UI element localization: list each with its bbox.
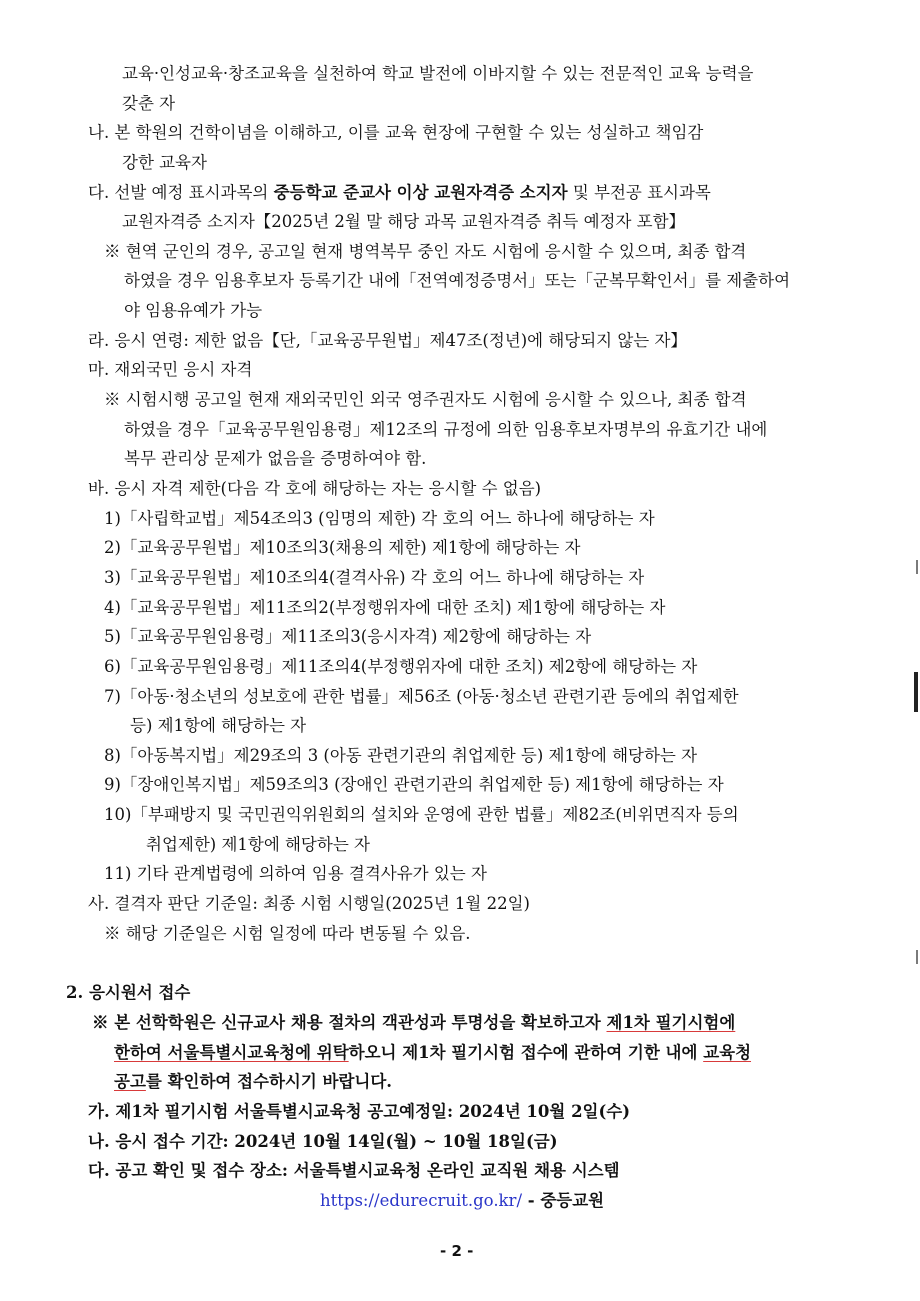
eligibility-da xyxy=(88,181,711,205)
military-note-continued: 하였을 경우 임용후보자 등록기간 내에「전역예정증명서」또는「군복무확인서」를 제출하여 xyxy=(124,271,791,290)
submission-ga-announce-date: 가. 제1차 필기시험 서울특별시교육청 공고예정일: 2024년 10월 2일(수) xyxy=(88,1102,631,1121)
submission-notice-part3: 를 확인하여 접수하시기 바랍니다. xyxy=(145,1072,393,1091)
eligibility-a-continued: 교육·인성교육·창조교육을 실천하여 학교 발전에 이바지할 수 있는 전문적인 교육 능력을 xyxy=(122,64,754,83)
eligibility-da-part3: 및 부전공 표시과목 xyxy=(567,183,711,202)
submission-notice-continued xyxy=(114,1041,751,1065)
military-note: ※ 현역 군인의 경우, 공고일 현재 병역복무 중인 자도 시험에 응시할 수 있으며, 최종 합격 xyxy=(104,242,747,261)
eligibility-na: 나. 본 학원의 건학이념을 이해하고, 이를 교육 현장에 구현할 수 있는 성실하고 책임감 xyxy=(88,123,704,142)
restriction-item-3: 3)「교육공무원법」제10조의4(결격사유) 각 호의 어느 하나에 해당하는 자 xyxy=(104,568,645,587)
submission-da-location: 다. 공고 확인 및 접수 장소: 서울특별시교육청 온라인 교직원 채용 시스템 xyxy=(88,1161,620,1180)
overseas-note-continued-2: 복무 관리상 문제가 없음을 증명하여야 함. xyxy=(124,449,427,468)
restriction-item-10-continued: 취업제한) 제1항에 해당하는 자 xyxy=(146,835,370,854)
eligibility-da-part1: 다. 선발 예정 표시과목의 xyxy=(88,183,274,202)
eligibility-ra-age: 라. 응시 연령: 제한 없음【단,「교육공무원법」제47조(정년)에 해당되지 않는 자】 xyxy=(88,331,687,350)
restriction-item-9: 9)「장애인복지법」제59조의3 (장애인 관련기관의 취업제한 등) 제1항에 해당하는 자 xyxy=(104,775,724,794)
restriction-item-7-continued: 등) 제1항에 해당하는 자 xyxy=(130,716,307,735)
recruit-site-suffix: - 중등교원 xyxy=(522,1191,605,1210)
recruit-site-line xyxy=(320,1189,604,1213)
submission-notice-part2: 하오니 제1차 필기시험 접수에 관하여 기한 내에 xyxy=(348,1043,704,1062)
submission-notice-underlined: 제1차 필기시험에 xyxy=(606,1013,736,1032)
eligibility-da-bold: 중등학교 준교사 이상 교원자격증 소지자 xyxy=(273,183,568,202)
submission-notice-underlined-4: 공고 xyxy=(114,1072,146,1091)
restriction-item-7: 7)「아동·청소년의 성보호에 관한 법률」제56조 (아동·청소년 관련기관 등에의 취업제한 xyxy=(104,687,739,706)
restriction-item-2: 2)「교육공무원법」제10조의3(채용의 제한) 제1항에 해당하는 자 xyxy=(104,538,581,557)
submission-notice-part1: ※ 본 선학학원은 신규교사 채용 절차의 객관성과 투명성을 확보하고자 xyxy=(92,1013,607,1032)
restriction-item-6: 6)「교육공무원임용령」제11조의4(부정행위자에 대한 조치) 제2항에 해당하는 자 xyxy=(104,657,698,676)
restriction-item-1: 1)「사립학교법」제54조의3 (임명의 제한) 각 호의 어느 하나에 해당하는 자 xyxy=(104,509,655,528)
eligibility-sa-reference-date: 사. 결격자 판단 기준일: 최종 시험 시행일(2025년 1월 22일) xyxy=(88,894,530,913)
edge-artifact xyxy=(914,672,918,712)
restriction-item-11: 11) 기타 관계법령에 의하여 임용 결격사유가 있는 자 xyxy=(104,864,487,883)
overseas-note-continued: 하였을 경우「교육공무원임용령」제12조의 규정에 의한 임용후보자명부의 유효기간 내에 xyxy=(124,420,768,439)
eligibility-ba-restriction: 바. 응시 자격 제한(다음 각 호에 해당하는 자는 응시할 수 없음) xyxy=(88,479,542,498)
eligibility-da-continued: 교원자격증 소지자【2025년 2월 말 해당 과목 교원자격증 취득 예정자 포함】 xyxy=(122,212,686,231)
overseas-note: ※ 시험시행 공고일 현재 재외국민인 외국 영주권자도 시험에 응시할 수 있으나, 최종 합격 xyxy=(104,390,747,409)
reference-date-note: ※ 해당 기준일은 시험 일정에 따라 변동될 수 있음. xyxy=(104,924,471,943)
eligibility-a-continued-2: 갖춘 자 xyxy=(122,94,176,113)
submission-na-period: 나. 응시 접수 기간: 2024년 10월 14일(월) ~ 10월 18일(금) xyxy=(88,1132,558,1151)
eligibility-na-continued: 강한 교육자 xyxy=(122,153,207,172)
recruit-site-link[interactable]: https://edurecruit.go.kr/ xyxy=(320,1191,523,1210)
page-number: - 2 - xyxy=(440,1242,474,1260)
section-2-heading: 2. 응시원서 접수 xyxy=(66,983,191,1002)
submission-notice-continued-2 xyxy=(114,1070,392,1094)
restriction-item-5: 5)「교육공무원임용령」제11조의3(응시자격) 제2항에 해당하는 자 xyxy=(104,627,592,646)
restriction-item-10: 10)「부패방지 및 국민권익위원회의 설치와 운영에 관한 법률」제82조(비위면직자 등의 xyxy=(104,805,739,824)
restriction-item-4: 4)「교육공무원법」제11조의2(부정행위자에 대한 조치) 제1항에 해당하는 자 xyxy=(104,598,666,617)
submission-notice-underlined-3: 교육청 xyxy=(703,1043,752,1062)
edge-artifact xyxy=(916,950,918,964)
military-note-continued-2: 야 임용유예가 가능 xyxy=(124,301,263,320)
restriction-item-8: 8)「아동복지법」제29조의 3 (아동 관련기관의 취업제한 등) 제1항에 해당하는 자 xyxy=(104,746,698,765)
submission-notice xyxy=(92,1011,735,1035)
eligibility-ma-overseas: 마. 재외국민 응시 자격 xyxy=(88,360,253,379)
submission-notice-underlined-2: 한하여 서울특별시교육청에 위탁 xyxy=(114,1043,349,1062)
edge-artifact xyxy=(916,560,918,574)
